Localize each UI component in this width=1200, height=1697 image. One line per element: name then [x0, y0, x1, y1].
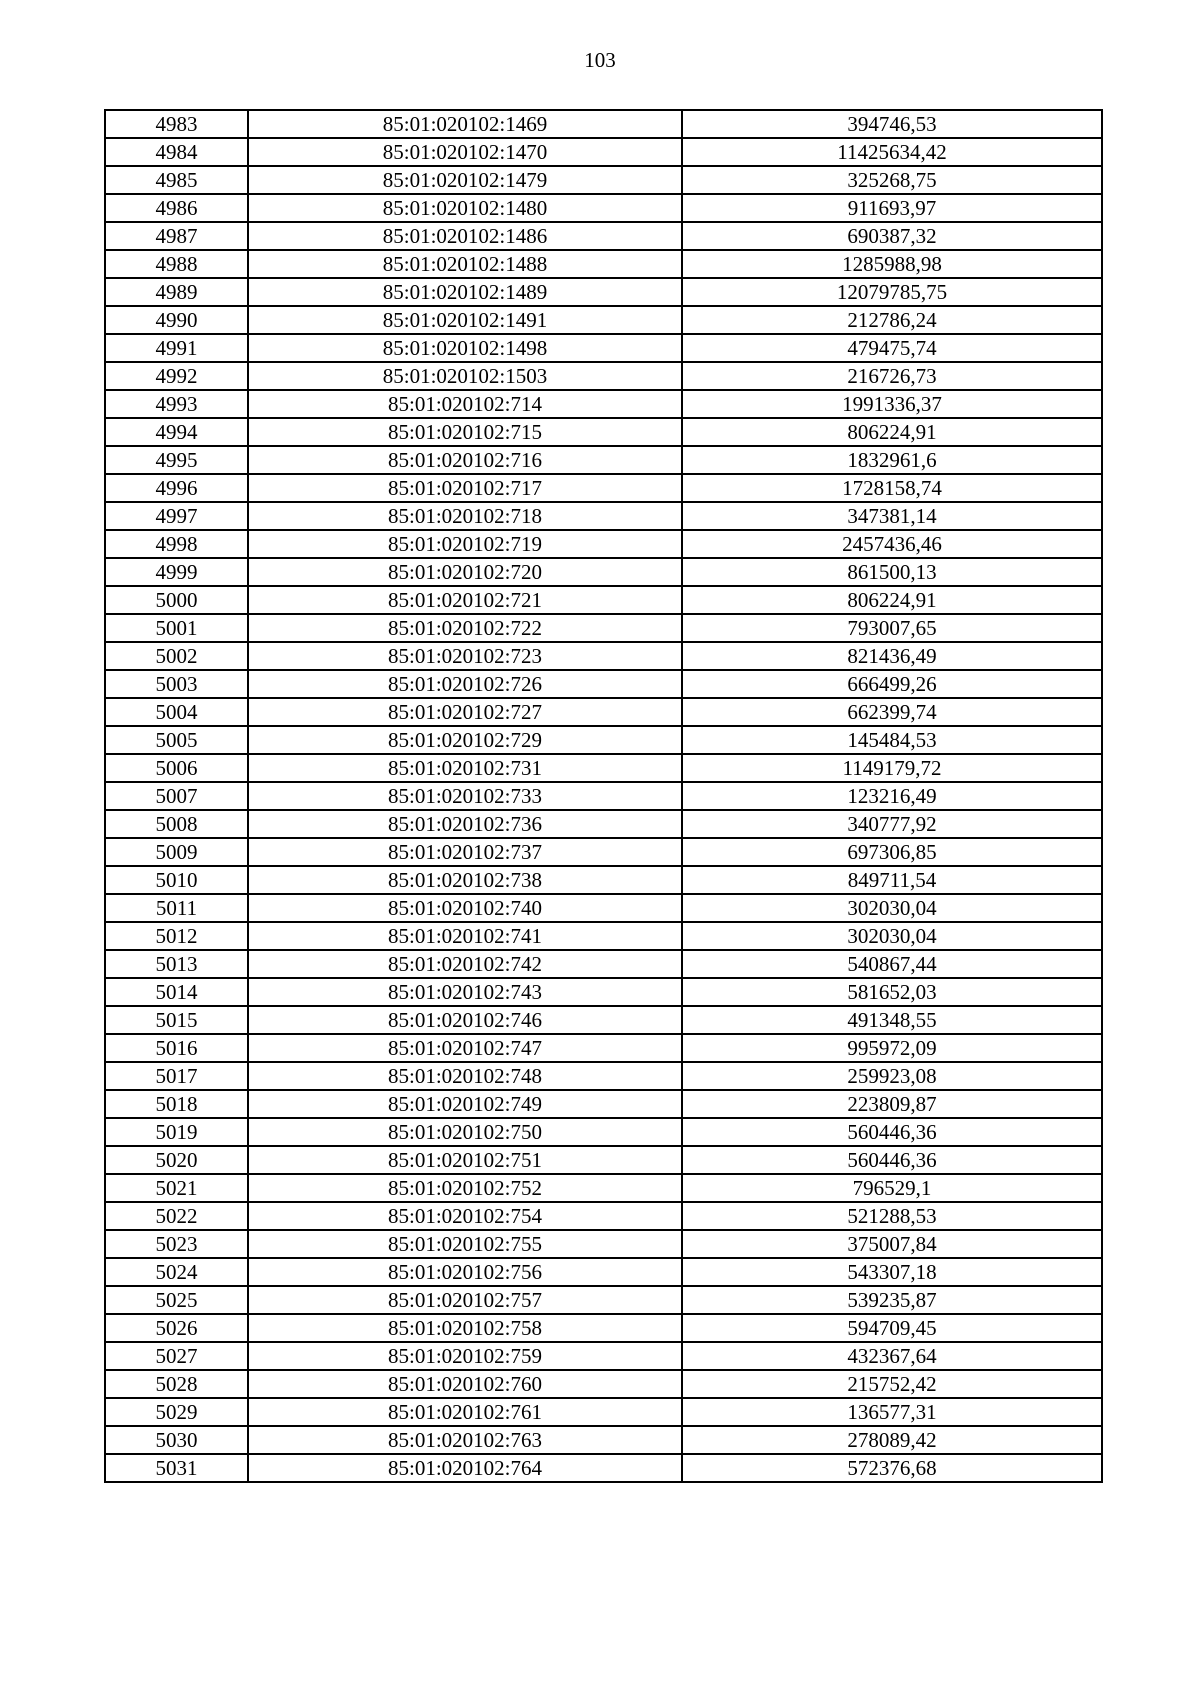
cadastral-number-cell: 85:01:020102:1469 [248, 110, 682, 138]
cadastral-number-cell: 85:01:020102:760 [248, 1370, 682, 1398]
table-row [105, 1426, 1102, 1454]
cadastral-number-cell: 85:01:020102:740 [248, 894, 682, 922]
cadastral-number-cell: 85:01:020102:749 [248, 1090, 682, 1118]
table-row [105, 362, 1102, 390]
row-number-cell: 4992 [105, 362, 248, 390]
cadastral-number-cell: 85:01:020102:723 [248, 642, 682, 670]
table-row [105, 166, 1102, 194]
cadastral-value-cell: 216726,73 [682, 362, 1102, 390]
cadastral-value-cell: 662399,74 [682, 698, 1102, 726]
cadastral-number-cell: 85:01:020102:718 [248, 502, 682, 530]
cadastral-number-cell: 85:01:020102:733 [248, 782, 682, 810]
table-row [105, 530, 1102, 558]
table-body [105, 110, 1102, 1482]
row-number-cell: 5002 [105, 642, 248, 670]
table-row [105, 950, 1102, 978]
row-number-cell: 5019 [105, 1118, 248, 1146]
cadastral-number-cell: 85:01:020102:750 [248, 1118, 682, 1146]
table-row [105, 810, 1102, 838]
cadastral-number-cell: 85:01:020102:731 [248, 754, 682, 782]
row-number-cell: 4995 [105, 446, 248, 474]
table-row [105, 754, 1102, 782]
table-row [105, 1118, 1102, 1146]
cadastral-value-cell: 560446,36 [682, 1118, 1102, 1146]
cadastral-number-cell: 85:01:020102:1491 [248, 306, 682, 334]
row-number-cell: 5029 [105, 1398, 248, 1426]
cadastral-value-cell: 594709,45 [682, 1314, 1102, 1342]
row-number-cell: 4988 [105, 250, 248, 278]
table-row [105, 642, 1102, 670]
cadastral-number-cell: 85:01:020102:721 [248, 586, 682, 614]
cadastral-value-cell: 697306,85 [682, 838, 1102, 866]
cadastral-value-cell: 581652,03 [682, 978, 1102, 1006]
cadastral-number-cell: 85:01:020102:743 [248, 978, 682, 1006]
table-row [105, 250, 1102, 278]
cadastral-value-cell: 394746,53 [682, 110, 1102, 138]
cadastral-number-cell: 85:01:020102:1479 [248, 166, 682, 194]
cadastral-value-cell: 911693,97 [682, 194, 1102, 222]
cadastral-value-cell: 325268,75 [682, 166, 1102, 194]
cadastral-value-cell: 572376,68 [682, 1454, 1102, 1482]
row-number-cell: 4997 [105, 502, 248, 530]
cadastral-value-cell: 521288,53 [682, 1202, 1102, 1230]
cadastral-number-cell: 85:01:020102:717 [248, 474, 682, 502]
cadastral-number-cell: 85:01:020102:742 [248, 950, 682, 978]
cadastral-number-cell: 85:01:020102:761 [248, 1398, 682, 1426]
cadastral-value-cell: 278089,42 [682, 1426, 1102, 1454]
table-row [105, 1398, 1102, 1426]
row-number-cell: 4987 [105, 222, 248, 250]
row-number-cell: 4993 [105, 390, 248, 418]
table-row [105, 1314, 1102, 1342]
cadastral-value-cell: 215752,42 [682, 1370, 1102, 1398]
row-number-cell: 5027 [105, 1342, 248, 1370]
row-number-cell: 5000 [105, 586, 248, 614]
cadastral-number-cell: 85:01:020102:747 [248, 1034, 682, 1062]
row-number-cell: 5005 [105, 726, 248, 754]
table-row [105, 1090, 1102, 1118]
cadastral-value-cell: 796529,1 [682, 1174, 1102, 1202]
cadastral-number-cell: 85:01:020102:763 [248, 1426, 682, 1454]
table-row [105, 194, 1102, 222]
row-number-cell: 4990 [105, 306, 248, 334]
row-number-cell: 4998 [105, 530, 248, 558]
row-number-cell: 4985 [105, 166, 248, 194]
cadastral-value-cell: 666499,26 [682, 670, 1102, 698]
cadastral-value-cell: 302030,04 [682, 894, 1102, 922]
table-row [105, 334, 1102, 362]
cadastral-number-cell: 85:01:020102:759 [248, 1342, 682, 1370]
table-row [105, 558, 1102, 586]
row-number-cell: 4999 [105, 558, 248, 586]
cadastral-number-cell: 85:01:020102:737 [248, 838, 682, 866]
cadastral-value-cell: 223809,87 [682, 1090, 1102, 1118]
row-number-cell: 5017 [105, 1062, 248, 1090]
cadastral-value-cell: 849711,54 [682, 866, 1102, 894]
row-number-cell: 5024 [105, 1258, 248, 1286]
cadastral-value-cell: 1991336,37 [682, 390, 1102, 418]
table-row [105, 586, 1102, 614]
table-row [105, 894, 1102, 922]
row-number-cell: 4983 [105, 110, 248, 138]
cadastral-value-cell: 12079785,75 [682, 278, 1102, 306]
row-number-cell: 5007 [105, 782, 248, 810]
cadastral-value-cell: 1285988,98 [682, 250, 1102, 278]
cadastral-number-cell: 85:01:020102:755 [248, 1230, 682, 1258]
table-row [105, 782, 1102, 810]
table-row [105, 1034, 1102, 1062]
cadastral-value-cell: 302030,04 [682, 922, 1102, 950]
row-number-cell: 5012 [105, 922, 248, 950]
cadastral-value-cell: 793007,65 [682, 614, 1102, 642]
cadastral-value-cell: 136577,31 [682, 1398, 1102, 1426]
row-number-cell: 5009 [105, 838, 248, 866]
cadastral-value-cell: 259923,08 [682, 1062, 1102, 1090]
cadastral-number-cell: 85:01:020102:726 [248, 670, 682, 698]
table-row [105, 614, 1102, 642]
cadastral-number-cell: 85:01:020102:736 [248, 810, 682, 838]
cadastral-value-cell: 347381,14 [682, 502, 1102, 530]
table-row [105, 1006, 1102, 1034]
cadastral-value-cell: 212786,24 [682, 306, 1102, 334]
cadastral-value-cell: 543307,18 [682, 1258, 1102, 1286]
row-number-cell: 5008 [105, 810, 248, 838]
table-row [105, 222, 1102, 250]
table-row [105, 670, 1102, 698]
row-number-cell: 5013 [105, 950, 248, 978]
cadastral-number-cell: 85:01:020102:738 [248, 866, 682, 894]
cadastral-number-cell: 85:01:020102:1489 [248, 278, 682, 306]
cadastral-value-cell: 479475,74 [682, 334, 1102, 362]
table-row [105, 726, 1102, 754]
cadastral-number-cell: 85:01:020102:716 [248, 446, 682, 474]
cadastral-value-cell: 995972,09 [682, 1034, 1102, 1062]
cadastral-value-cell: 806224,91 [682, 418, 1102, 446]
row-number-cell: 5026 [105, 1314, 248, 1342]
cadastral-number-cell: 85:01:020102:727 [248, 698, 682, 726]
table-row [105, 922, 1102, 950]
table-row [105, 1146, 1102, 1174]
table-row [105, 1258, 1102, 1286]
row-number-cell: 5015 [105, 1006, 248, 1034]
cadastral-value-cell: 861500,13 [682, 558, 1102, 586]
cadastral-number-cell: 85:01:020102:756 [248, 1258, 682, 1286]
table-row [105, 278, 1102, 306]
row-number-cell: 5014 [105, 978, 248, 1006]
cadastral-number-cell: 85:01:020102:1486 [248, 222, 682, 250]
table-row [105, 446, 1102, 474]
cadastral-number-cell: 85:01:020102:751 [248, 1146, 682, 1174]
cadastral-value-cell: 1149179,72 [682, 754, 1102, 782]
table-row [105, 390, 1102, 418]
cadastral-number-cell: 85:01:020102:1470 [248, 138, 682, 166]
cadastral-value-cell: 1728158,74 [682, 474, 1102, 502]
cadastral-number-cell: 85:01:020102:764 [248, 1454, 682, 1482]
row-number-cell: 4991 [105, 334, 248, 362]
table-row [105, 418, 1102, 446]
cadastral-number-cell: 85:01:020102:1488 [248, 250, 682, 278]
cadastral-value-cell: 540867,44 [682, 950, 1102, 978]
cadastral-number-cell: 85:01:020102:714 [248, 390, 682, 418]
cadastral-number-cell: 85:01:020102:752 [248, 1174, 682, 1202]
cadastral-number-cell: 85:01:020102:741 [248, 922, 682, 950]
cadastral-value-cell: 375007,84 [682, 1230, 1102, 1258]
table-row [105, 1370, 1102, 1398]
cadastral-value-cell: 11425634,42 [682, 138, 1102, 166]
row-number-cell: 5004 [105, 698, 248, 726]
row-number-cell: 5018 [105, 1090, 248, 1118]
row-number-cell: 5016 [105, 1034, 248, 1062]
row-number-cell: 5011 [105, 894, 248, 922]
cadastral-number-cell: 85:01:020102:1498 [248, 334, 682, 362]
cadastral-value-cell: 432367,64 [682, 1342, 1102, 1370]
table-row [105, 866, 1102, 894]
table-row [105, 306, 1102, 334]
cadastral-value-cell: 491348,55 [682, 1006, 1102, 1034]
cadastral-value-cell: 1832961,6 [682, 446, 1102, 474]
cadastral-number-cell: 85:01:020102:758 [248, 1314, 682, 1342]
row-number-cell: 5023 [105, 1230, 248, 1258]
row-number-cell: 5006 [105, 754, 248, 782]
cadastral-value-cell: 690387,32 [682, 222, 1102, 250]
table-row [105, 502, 1102, 530]
table-row [105, 1202, 1102, 1230]
table-row [105, 1342, 1102, 1370]
table-row [105, 138, 1102, 166]
table-row [105, 1230, 1102, 1258]
cadastral-number-cell: 85:01:020102:719 [248, 530, 682, 558]
table-row [105, 1062, 1102, 1090]
cadastral-value-cell: 145484,53 [682, 726, 1102, 754]
cadastral-number-cell: 85:01:020102:746 [248, 1006, 682, 1034]
row-number-cell: 5020 [105, 1146, 248, 1174]
table-row [105, 698, 1102, 726]
row-number-cell: 5031 [105, 1454, 248, 1482]
row-number-cell: 4994 [105, 418, 248, 446]
table-row [105, 1174, 1102, 1202]
row-number-cell: 5010 [105, 866, 248, 894]
cadastral-number-cell: 85:01:020102:720 [248, 558, 682, 586]
table-row [105, 1286, 1102, 1314]
cadastral-number-cell: 85:01:020102:1480 [248, 194, 682, 222]
table-row [105, 110, 1102, 138]
cadastral-value-cell: 123216,49 [682, 782, 1102, 810]
table-row [105, 474, 1102, 502]
table-row [105, 978, 1102, 1006]
cadastral-number-cell: 85:01:020102:729 [248, 726, 682, 754]
row-number-cell: 5030 [105, 1426, 248, 1454]
cadastral-number-cell: 85:01:020102:754 [248, 1202, 682, 1230]
row-number-cell: 5001 [105, 614, 248, 642]
cadastral-number-cell: 85:01:020102:715 [248, 418, 682, 446]
cadastral-number-cell: 85:01:020102:1503 [248, 362, 682, 390]
row-number-cell: 4989 [105, 278, 248, 306]
cadastral-value-cell: 2457436,46 [682, 530, 1102, 558]
cadastral-value-cell: 340777,92 [682, 810, 1102, 838]
cadastral-value-cell: 806224,91 [682, 586, 1102, 614]
row-number-cell: 5022 [105, 1202, 248, 1230]
row-number-cell: 5028 [105, 1370, 248, 1398]
cadastral-number-cell: 85:01:020102:757 [248, 1286, 682, 1314]
table-row [105, 1454, 1102, 1482]
row-number-cell: 4986 [105, 194, 248, 222]
page-number: 103 [584, 48, 616, 72]
cadastral-value-cell: 560446,36 [682, 1146, 1102, 1174]
cadastral-value-table [104, 109, 1103, 1483]
cadastral-value-cell: 821436,49 [682, 642, 1102, 670]
row-number-cell: 4984 [105, 138, 248, 166]
cadastral-number-cell: 85:01:020102:722 [248, 614, 682, 642]
table-row [105, 838, 1102, 866]
row-number-cell: 5021 [105, 1174, 248, 1202]
row-number-cell: 5025 [105, 1286, 248, 1314]
row-number-cell: 5003 [105, 670, 248, 698]
cadastral-value-cell: 539235,87 [682, 1286, 1102, 1314]
cadastral-number-cell: 85:01:020102:748 [248, 1062, 682, 1090]
row-number-cell: 4996 [105, 474, 248, 502]
